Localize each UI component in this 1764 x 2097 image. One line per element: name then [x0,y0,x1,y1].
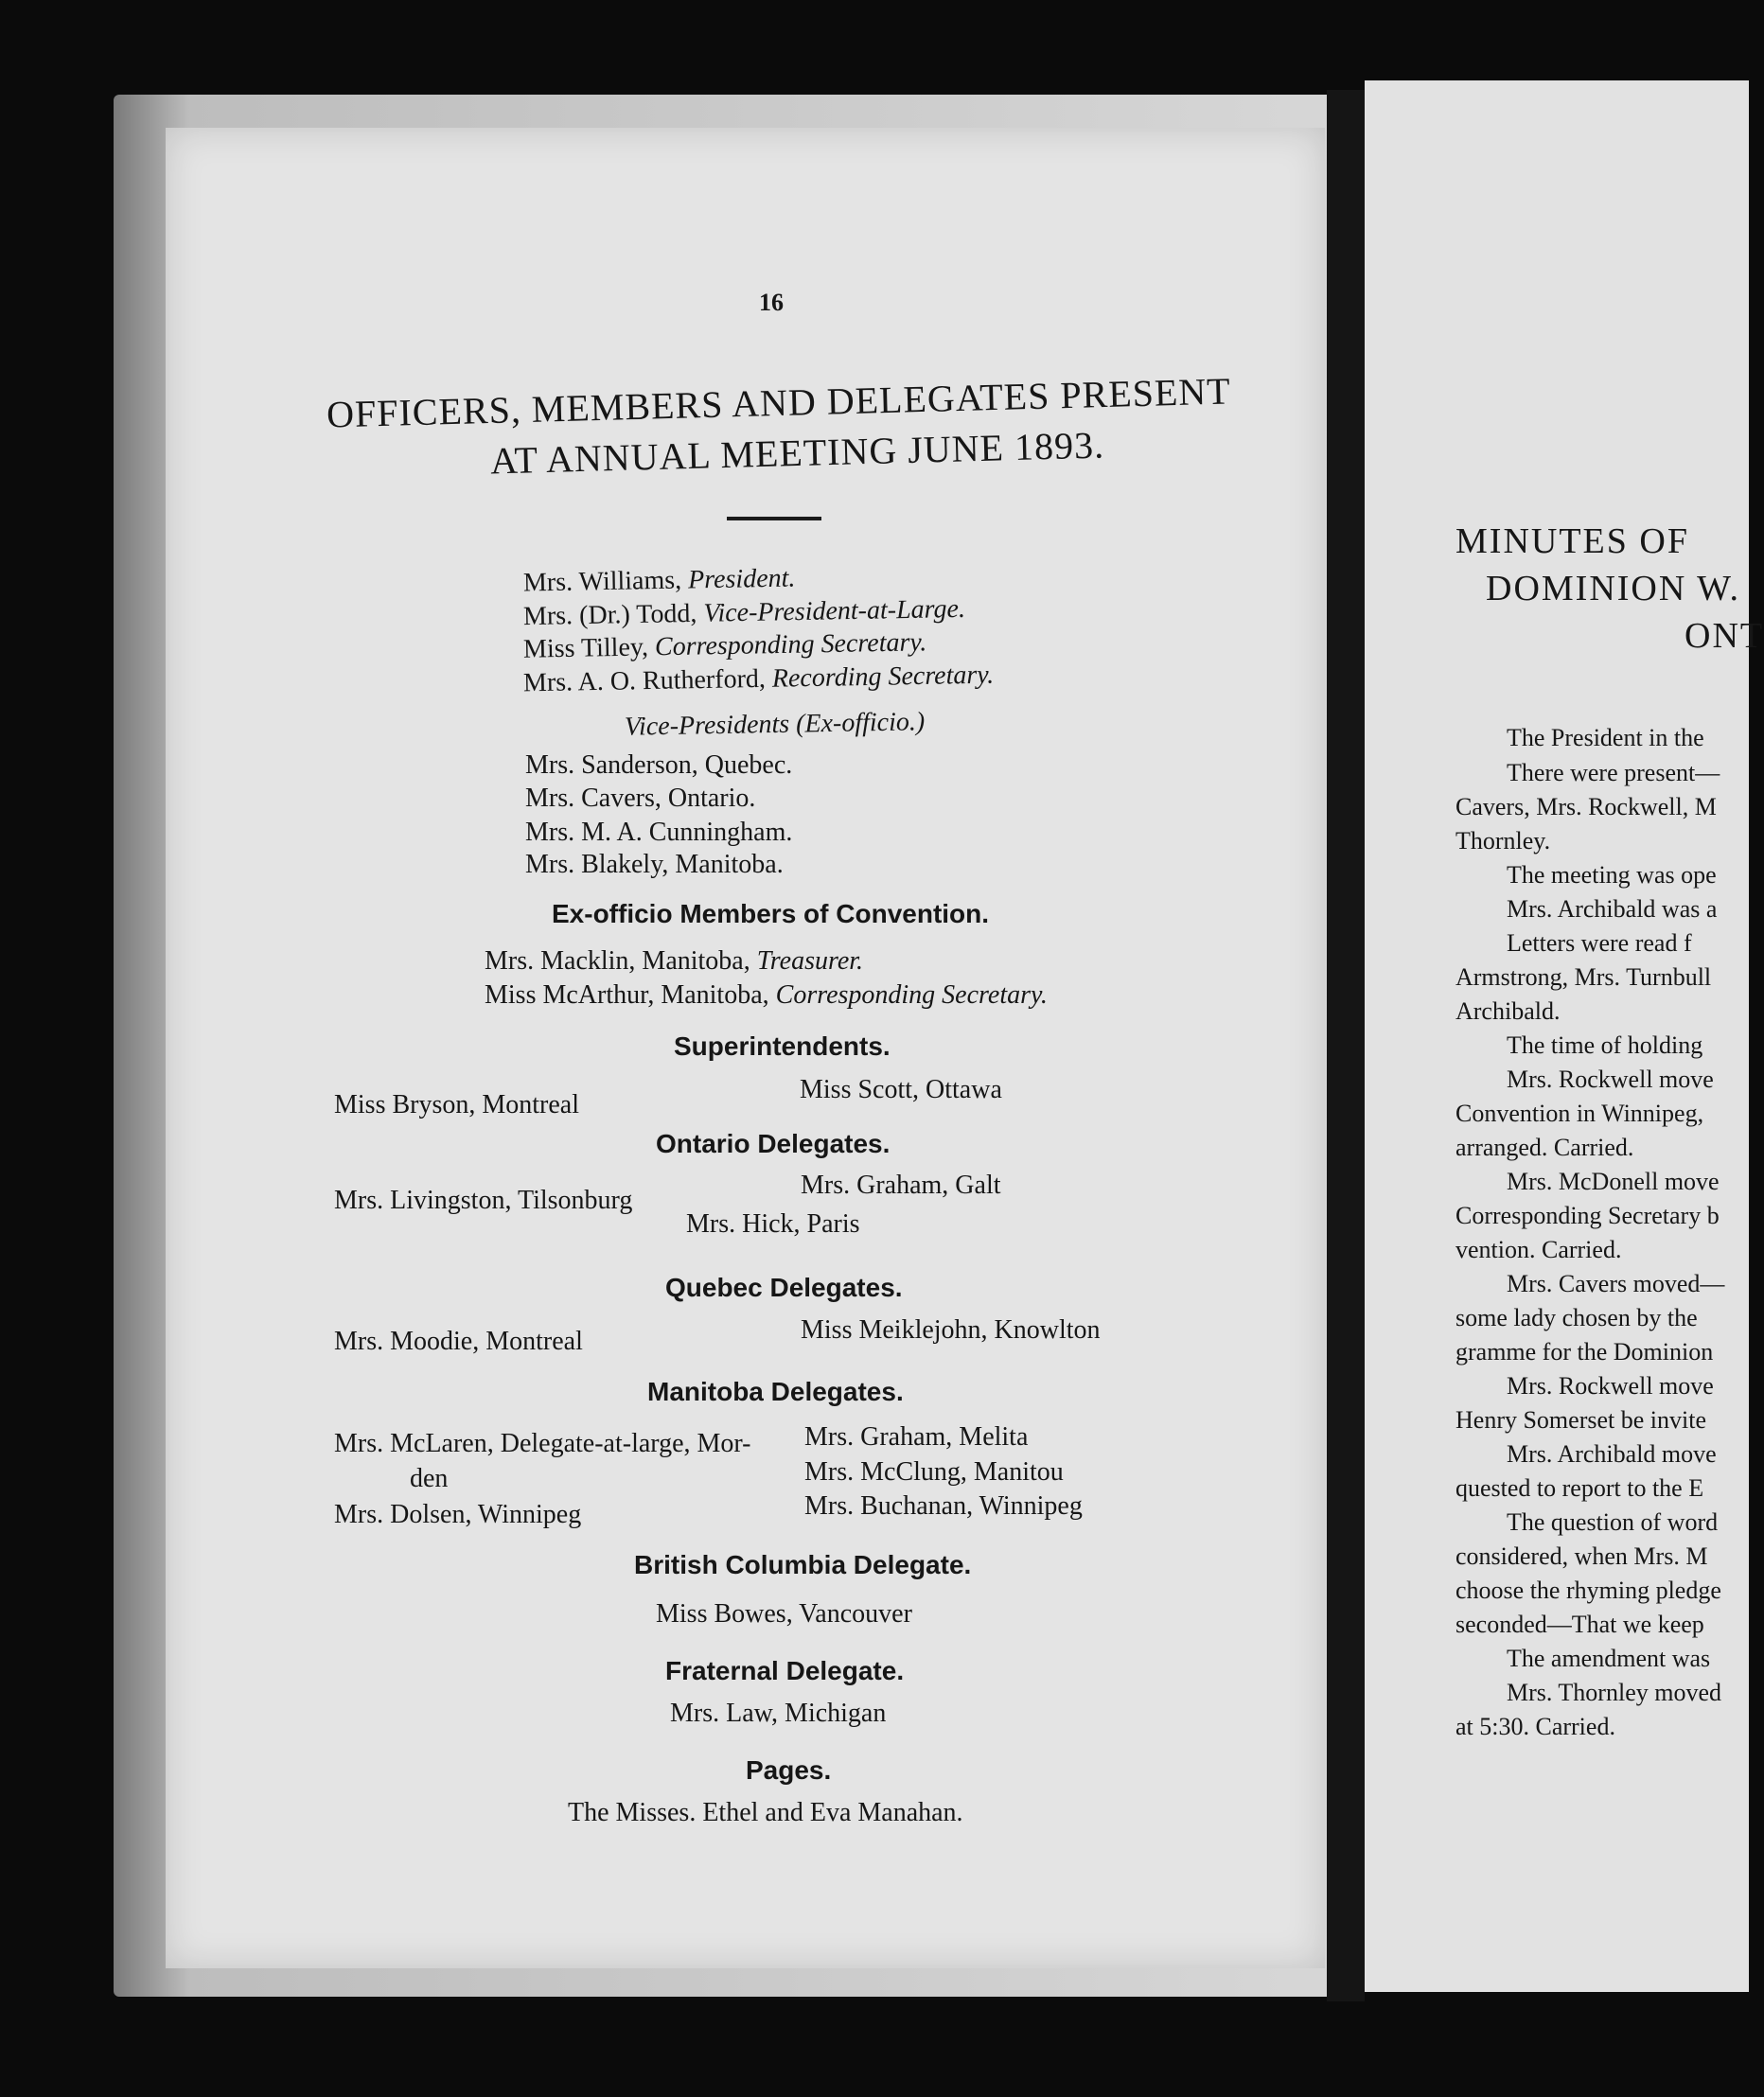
superintendent-item: Miss Bryson, Montreal [334,1090,579,1119]
minutes-line: Mrs. Cavers moved— [1507,1270,1725,1297]
page-number: 16 [759,289,784,316]
ontario-delegate: Mrs. Livingston, Tilsonburg [334,1186,633,1215]
fraternal-heading: Fraternal Delegate. [665,1656,905,1685]
vice-president-item: Mrs. Blakely, Manitoba. [525,850,784,879]
heading-line-1: OFFICERS, MEMBERS AND DELEGATES PRESENT [326,369,1232,436]
pages-heading: Pages. [746,1755,832,1785]
officer-role: President. [687,563,796,595]
minutes-line: vention. Carried. [1455,1236,1622,1263]
heading-line-2: AT ANNUAL MEETING JUNE 1893. [489,423,1105,483]
heading-rule [727,517,821,520]
officer-role: Vice-President-at-Large. [703,593,966,628]
minutes-line: The President in the [1507,724,1704,751]
ex-officio-heading: Ex-officio Members of Convention. [552,899,990,928]
officer-name: Mrs. (Dr.) Todd, [522,598,697,632]
minutes-line: Mrs. Archibald was a [1507,895,1718,923]
bc-delegate: Miss Bowes, Vancouver [656,1599,912,1629]
manitoba-heading: Manitoba Delegates. [647,1377,904,1406]
ex-officio-role: Corresponding Secretary. [775,980,1048,1010]
officer-row [523,563,796,598]
officer-name: Mrs. A. O. Rutherford, [522,663,767,698]
vice-president-item: Mrs. M. A. Cunningham. [525,818,793,847]
manitoba-delegate-right: Mrs. Graham, Melita [804,1422,1029,1452]
book-gutter [1327,90,1365,2001]
ontario-delegate: Mrs. Hick, Paris [686,1209,860,1239]
quebec-delegate: Mrs. Moodie, Montreal [334,1327,583,1356]
officer-role: Recording Secretary. [771,660,995,694]
minutes-line: Henry Somerset be invite [1455,1406,1706,1434]
officer-role: Corresponding Secretary. [654,627,927,662]
officer-name: Miss Tilley, [522,632,649,664]
minutes-line: Convention in Winnipeg, [1455,1100,1704,1127]
quebec-heading: Quebec Delegates. [665,1273,903,1302]
minutes-line: Corresponding Secretary b [1455,1202,1720,1229]
quebec-delegate: Miss Meiklejohn, Knowlton [801,1315,1101,1345]
minutes-line: The amendment was [1507,1645,1711,1672]
minutes-line: choose the rhyming pledge [1455,1577,1721,1604]
minutes-line: Mrs. McDonell move [1507,1168,1720,1195]
minutes-line: Cavers, Mrs. Rockwell, M [1455,793,1717,820]
minutes-line: Thornley. [1455,827,1551,855]
bc-heading: British Columbia Delegate. [634,1550,972,1579]
superintendent-item: Miss Scott, Ottawa [800,1075,1002,1104]
manitoba-delegate-left: Mrs. McLaren, Delegate-at-large, Mor- [334,1429,751,1458]
fraternal-delegate: Mrs. Law, Michigan [670,1699,887,1728]
minutes-line: Mrs. Archibald move [1507,1440,1717,1468]
minutes-line: Mrs. Rockwell move [1507,1372,1714,1400]
manitoba-delegate-left: Mrs. Dolsen, Winnipeg [334,1500,582,1529]
ex-officio-role: Treasurer. [756,946,864,976]
minutes-line: considered, when Mrs. M [1455,1542,1708,1570]
manitoba-delegate-right: Mrs. Buchanan, Winnipeg [804,1491,1083,1521]
vice-president-item: Mrs. Cavers, Ontario. [525,784,756,813]
superintendents-heading: Superintendents. [674,1031,891,1061]
minutes-line: Archibald. [1455,997,1561,1025]
minutes-line: quested to report to the E [1455,1474,1704,1502]
officer-name: Mrs. Williams, [522,565,682,598]
minutes-line: gramme for the Dominion [1455,1338,1714,1366]
pages-names: The Misses. Ethel and Eva Manahan. [568,1798,963,1827]
manitoba-delegate-left: den [410,1464,449,1493]
minutes-line: The question of word [1507,1508,1719,1536]
minutes-line: There were present— [1507,759,1720,786]
minutes-heading-line: DOMINION W. [1486,569,1740,608]
minutes-line: The meeting was ope [1507,861,1717,889]
ex-officio-row [485,980,1048,1011]
manitoba-delegate-right: Mrs. McClung, Manitou [804,1457,1064,1487]
minutes-line: Letters were read f [1507,929,1692,957]
right-page-text [1365,80,1764,1992]
vice-president-item: Mrs. Sanderson, Quebec. [525,750,793,780]
minutes-line: Armstrong, Mrs. Turnbull [1455,963,1712,991]
ontario-delegate: Mrs. Graham, Galt [801,1171,1001,1200]
minutes-line: seconded—That we keep [1455,1611,1704,1638]
minutes-heading-line: MINUTES OF [1455,521,1689,561]
minutes-heading-line: ONT [1685,616,1764,656]
ex-officio-name: Mrs. Macklin, Manitoba, [485,946,750,976]
minutes-line: at 5:30. Carried. [1455,1713,1615,1740]
ontario-heading: Ontario Delegates. [656,1129,891,1158]
ex-officio-name: Miss McArthur, Manitoba, [485,980,769,1010]
minutes-line: arranged. Carried. [1455,1134,1634,1161]
minutes-line: The time of holding [1507,1031,1703,1059]
minutes-line: Mrs. Rockwell move [1507,1066,1714,1093]
ex-officio-row [485,946,863,977]
minutes-line: Mrs. Thornley moved [1507,1679,1721,1706]
vice-presidents-heading: Vice-Presidents (Ex-officio.) [624,707,926,742]
minutes-line: some lady chosen by the [1455,1304,1698,1331]
